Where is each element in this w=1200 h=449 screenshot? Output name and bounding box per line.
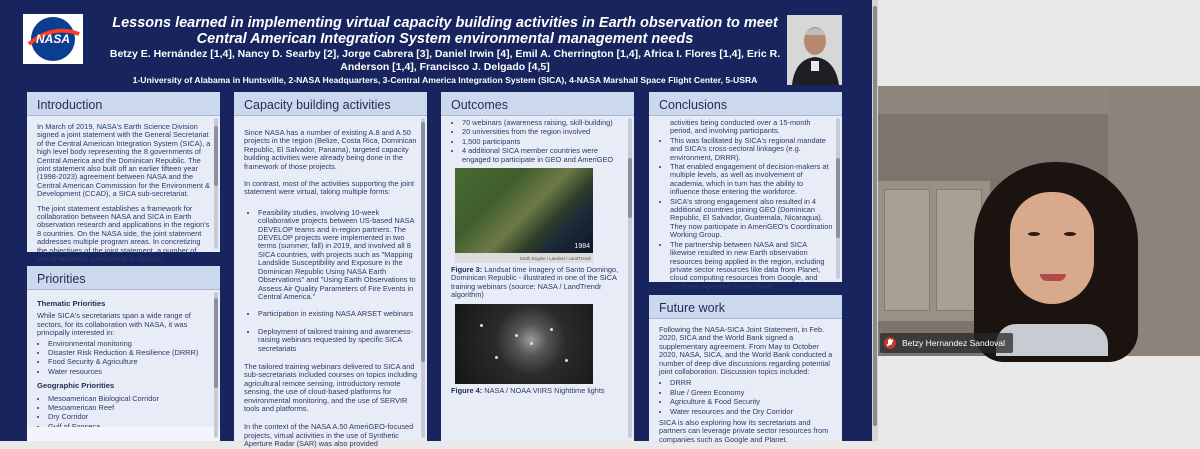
participant-video-tile[interactable] [878,86,1200,356]
poster-title: Lessons learned in implementing virtual capacity building activities in Earth observation to meet Central American Integration System environmental management needs [112,15,778,47]
partner-logos-strip [27,427,220,441]
list-item: • Dry Corridor [48,413,212,421]
thematic-priorities-list [37,340,212,377]
future-work-panel[interactable] [649,295,842,444]
participant-face [1010,192,1094,304]
capacity-paragraph: In the context of the NASA A.50 AmeriGEO-focused projects, virtual activities in the use of Synthetic Aperture Radar (SAR) was also provided [244,422,414,449]
figure-4-label: Figure 4: [451,385,483,395]
list-item: • 70 webinars (awareness raising, skill-building) [462,119,626,127]
outcomes-heading: Outcomes [441,92,634,116]
list-item: • 4 additional SICA member countries were engaged to participate in GEO and AmeriGEO [462,147,626,164]
figure-4-text: NASA / NOAA VIIRS Nighttime lights [484,385,605,395]
thematic-priorities-text: While SICA's secretariats span a wide range of sectors, for its collaboration with NASA, it was principally interested in: [37,311,191,338]
outcomes-scrollbar[interactable] [628,118,632,438]
priorities-scrollbar[interactable] [214,292,218,438]
author-photo [787,15,842,85]
thematic-priorities-heading: Thematic Priorities [37,299,106,308]
conclusions-panel[interactable] [649,92,842,291]
geographic-priorities-list [37,395,212,432]
landsat-image [455,168,593,263]
poster-authors: Betzy E. Hernández [1,4], Nancy D. Searby [2], Jorge Cabrera [3], Daniel Irwin [4], Emil A. Cherrington [1,4], Africa I. Flores [1,4], Eric R. Anderson [1,4], Francisco J. Delgado [4,5] [109,48,781,73]
capacity-building-panel[interactable] [234,92,427,449]
participant-name: Betzy Hernandez Sandoval [902,338,1006,348]
introduction-heading: Introduction [27,92,220,116]
future-work-heading: Future work [649,295,842,319]
poster-affiliations: 1-University of Alabama in Huntsville, 2-NASA Headquarters, 3-Central America Integration System (SICA), 4-NASA Marshall Space Flight Center, 5-USRA [132,75,758,85]
capacity-paragraph: The tailored training webinars delivered to SICA and sub-secretariats included courses on topics including agricultural remote sensing, introductory remote sensing, the use of cloud-based platforms for environmental monitoring, and the use of SERVIR tools and platforms. [244,361,417,413]
list-item: • Environmental monitoring [48,340,212,348]
introduction-paragraph: The joint statement establishes a framework for collaboration between NASA and SICA in Earth observation research and applications in the region's 8 countries. On the NASA side, the joint statement addresses multiple program areas. In concretizing the objectives of the joint statement, a number of virtual activities, particularly in capacity [37,203,210,264]
geographic-priorities-heading: Geographic Priorities [37,381,115,391]
future-topics-list [659,379,834,416]
mic-muted-icon [884,337,896,349]
figure-4-caption [451,387,626,395]
future-paragraph: Following the NASA-SICA Joint Statement, in Feb. 2020, SICA and the World Bank signed a supplementary agreement. From May to October 2020, NASA, SICA, and the World Bank conducted a number of deep dive discussions regarding potential joint collaboration. Discussion topics included: [659,325,833,377]
list-item: • SICA's strong engagement also resulted in 4 additional countries joining GEO (Dominican Republic, El Salvador, Guatemala, Nicaragua). They now participate in AmeriGEO's Coordination Working Group. [670,198,834,240]
list-item: activities being conducted over a 15-month period, and involving participants. [670,118,811,136]
list-item: • The partnership between NASA and SICA likewise resulted in new Earth observation resources being applied in the region, including private sector resources like data from Planet, cloud computing resources from Google, and Synthetic Aperture Radar (SAR). [670,241,834,291]
nasa-logo [23,14,83,64]
conclusions-list [659,119,834,291]
figure-3-caption [451,266,626,300]
landsat-credit: Earth Engine / Landsat / LandTrendr [455,253,593,263]
list-item: • Mesoamerican Reef [48,404,212,412]
outcomes-panel[interactable] [441,92,634,441]
list-item: • Disaster Risk Reduction & Resilience (DRRR) [48,349,212,357]
capacity-paragraph: In contrast, most of the activities supporting the joint statement were virtual, taking multiple forms: [244,179,415,197]
list-item: • Feasibility studies, involving 10-week collaborative projects between US-based NASA DEVELOP teams and in-region partners. The DEVELOP projects were implemented in two terms (summer, fall) in 2019, and involved all 8 SICA countries, with projects such as "Mapping Landslide Susceptibility and Exposure in the Dominican Republic Using NASA Earth Observations" and "Using Earth Observations to Assess Air Quality Parameters of Fire Events in Central America." [258,209,419,301]
capacity-activities-list [244,209,419,353]
capacity-building-heading: Capacity building activities [234,92,427,116]
introduction-scrollbar[interactable] [214,118,218,249]
list-item: • 20 universities from the region involved [462,128,626,136]
viirs-nightlights-image [455,304,593,384]
priorities-heading: Priorities [27,266,220,290]
list-item: • That enabled engagement of decision-makers at multiple levels, as well as involvement of academia, which in turn has the ability to influence those entering the workforce. [670,163,834,197]
nasa-logo-text: NASA [35,32,71,46]
list-item: • Blue / Green Economy [670,389,834,397]
conclusions-heading: Conclusions [649,92,842,116]
landsat-year: 1984 [574,242,590,250]
participant-name-tag [880,333,1013,353]
outcomes-list [451,119,626,164]
list-item: • Water resources [48,368,212,376]
list-item: • Agriculture & Food Security [670,398,834,406]
future-paragraph: SICA is also exploring how its secretariats and partners can leverage private sector resources from companies such as Google and Planet. [659,418,829,444]
list-item: • Deployment of tailored training and awareness-raising webinars requested by specific SICA secretariats [258,328,419,353]
priorities-panel[interactable] [27,266,220,441]
list-item: • Food Security & Agriculture [48,358,212,366]
list-item: • 1,500 participants [462,138,626,146]
introduction-paragraph: In March of 2019, NASA's Earth Science Division signed a joint statement with the General Secretariat of the Central American Integration System (SICA), a high level body representing the 8 governments of Central America and the Dominican Republic. The joint statement also built off an earlier fifteen year (1998-2023) agreement between NASA and the Central American Commission for the Environment & Development (CCAD), a SICA sub-secretariat. [37,122,211,199]
list-item: • Participation in existing NASA ARSET webinars [258,310,419,318]
list-item: • Water resources and the Dry Corridor [670,408,834,416]
list-item: • Mesoamerican Biological Corridor [48,395,212,403]
list-item: • This was facilitated by SICA's regional mandate and SICA's cross-sectoral linkages (e.g. environment, DRRR). [670,137,834,162]
list-item: • DRRR [670,379,834,387]
capacity-paragraph: Since NASA has a number of existing A.8 and A.50 projects in the region (Belize, Costa Rica, Dominican Republic, El Salvador, Panama), targeted capacity building activities were already being done in the framework of those projects. [244,128,417,171]
figure-3-text: Landsat time imagery of Santo Domingo, Dominican Republic - illustrated in one of the SICA training webinars (source: NASA / LandTrendr algorithm) [451,265,619,300]
conclusions-scrollbar[interactable] [836,118,840,279]
introduction-panel[interactable] [27,92,220,264]
figure-3-label: Figure 3: [451,265,483,275]
capacity-scrollbar[interactable] [421,118,425,438]
